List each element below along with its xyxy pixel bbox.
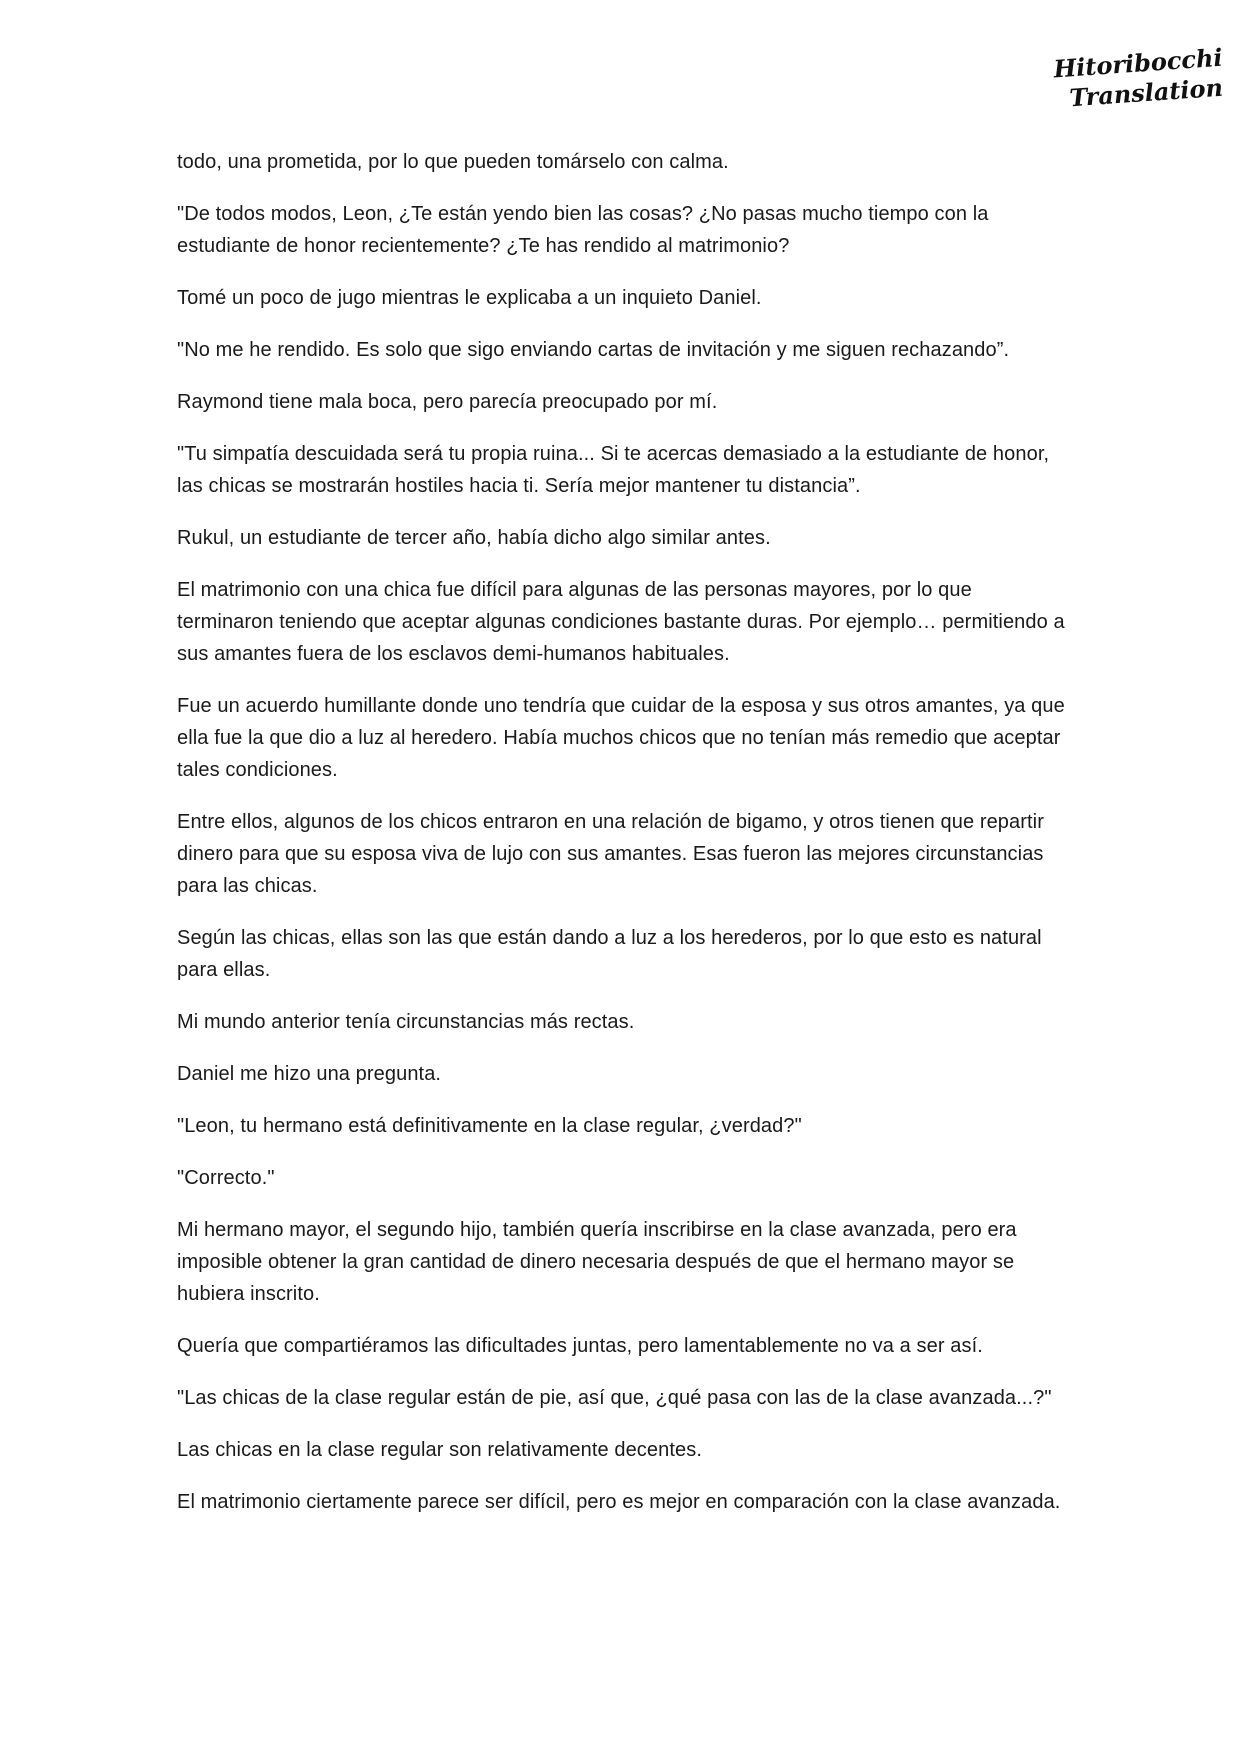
translator-logo-graphic xyxy=(1052,42,1224,114)
paragraph: "Tu simpatía descuidada será tu propia ruina... Si te acercas demasiado a la estudiante de honor, las chicas se mostrarán hostiles hacia ti. Sería mejor mantener tu distancia”. xyxy=(177,443,1050,497)
paragraph: "Las chicas de la clase regular están de pie, así que, ¿qué pasa con las de la clase avanzada...?" xyxy=(177,1387,1052,1409)
paragraph: Quería que compartiéramos las dificultades juntas, pero lamentablemente no va a ser así. xyxy=(177,1335,983,1357)
document-body xyxy=(177,146,1067,1538)
paragraph: Tomé un poco de jugo mientras le explicaba a un inquieto Daniel. xyxy=(177,287,762,309)
paragraph: El matrimonio con una chica fue difícil para algunas de las personas mayores, por lo que terminaron teniendo que aceptar algunas condiciones bastante duras. Por ejemplo… permitiendo a sus amantes fuera de los esclavos demi-humanos habituales. xyxy=(177,579,1065,665)
paragraph: Según las chicas, ellas son las que están dando a luz a los herederos, por lo que esto es natural para ellas. xyxy=(177,927,1042,981)
paragraph: Las chicas en la clase regular son relativamente decentes. xyxy=(177,1439,702,1461)
paragraph: Raymond tiene mala boca, pero parecía preocupado por mí. xyxy=(177,391,718,413)
paragraph: Mi mundo anterior tenía circunstancias más rectas. xyxy=(177,1011,635,1033)
logo-line-2: Translation xyxy=(1068,72,1224,113)
paragraph: El matrimonio ciertamente parece ser difícil, pero es mejor en comparación con la clase avanzada. xyxy=(177,1491,1061,1513)
paragraph: Rukul, un estudiante de tercer año, había dicho algo similar antes. xyxy=(177,527,771,549)
paragraph: Entre ellos, algunos de los chicos entraron en una relación de bigamo, y otros tienen que repartir dinero para que su esposa viva de lujo con sus amantes. Esas fueron las mejores circunstancias para las chicas. xyxy=(177,811,1044,897)
paragraph: "Leon, tu hermano está definitivamente en la clase regular, ¿verdad?" xyxy=(177,1115,802,1137)
paragraph: "Correcto." xyxy=(177,1167,275,1189)
paragraph: todo, una prometida, por lo que pueden tomárselo con calma. xyxy=(177,151,729,173)
translator-logo xyxy=(1052,42,1224,114)
paragraph: "No me he rendido. Es solo que sigo enviando cartas de invitación y me siguen rechazando”. xyxy=(177,339,1010,361)
paragraph: Fue un acuerdo humillante donde uno tendría que cuidar de la esposa y sus otros amantes, ya que ella fue la que dio a luz al heredero. Había muchos chicos que no tenían más remedio que aceptar tales condiciones. xyxy=(177,695,1065,781)
paragraph: Daniel me hizo una pregunta. xyxy=(177,1063,442,1085)
paragraph: "De todos modos, Leon, ¿Te están yendo bien las cosas? ¿No pasas mucho tiempo con la estudiante de honor recientemente? ¿Te has rendido al matrimonio? xyxy=(177,203,989,257)
logo-line-1: Hitoribocchi xyxy=(1052,42,1224,84)
paragraph: Mi hermano mayor, el segundo hijo, también quería inscribirse en la clase avanzada, pero era imposible obtener la gran cantidad de dinero necesaria después de que el hermano mayor se hubiera inscrito. xyxy=(177,1219,1017,1305)
